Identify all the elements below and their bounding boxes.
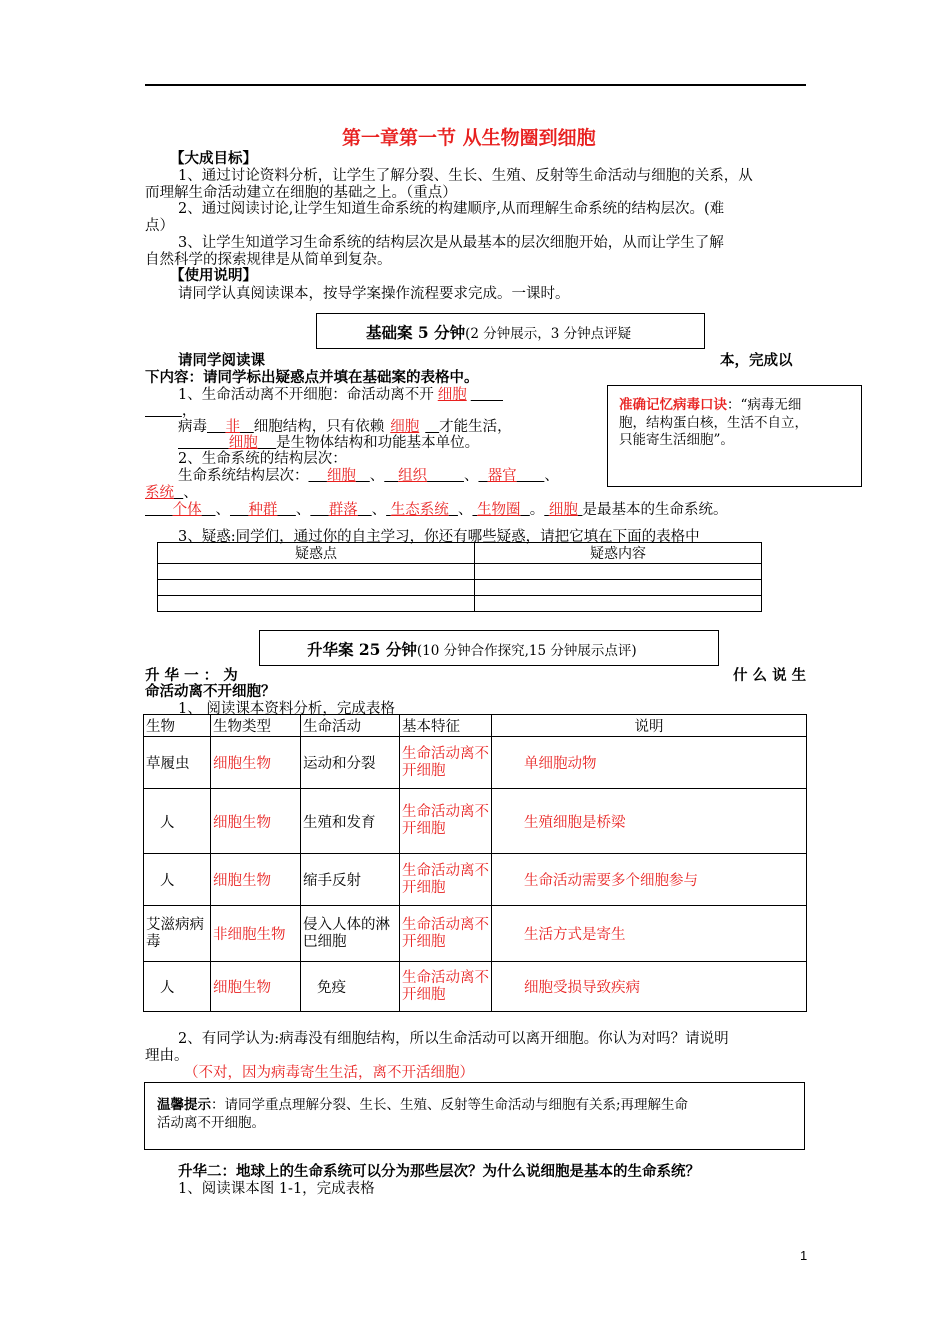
goal-1-line-1: 1、通过讨论资料分析，让学生了解分裂、生长、生殖、反射等生命活动与细胞的关系，从 <box>178 168 753 184</box>
virus-mnemonic-line-1 <box>619 393 801 413</box>
tip-line-1 <box>157 1093 688 1113</box>
cell-feature[interactable]: 生命活动离不开细胞 <box>400 854 492 906</box>
cell-organism: 艾滋病病毒 <box>144 906 211 962</box>
q1-answer-2[interactable]: 非 <box>225 419 240 435</box>
q1-line-1 <box>178 383 503 404</box>
tip-text-1: ：请同学重点理解分裂、生长、生殖、反射等生命活动与细胞有关系;再理解生命 <box>211 1097 689 1113</box>
cell-description[interactable]: 生命活动需要多个细胞参与 <box>492 854 807 906</box>
cell-feature[interactable]: 生命活动离不开细胞 <box>400 962 492 1012</box>
col-header-activity: 生命活动 <box>301 715 400 737</box>
level-answer-basic[interactable]: 细胞 <box>548 502 578 518</box>
cell-description[interactable]: 细胞受损导致疾病 <box>492 962 807 1012</box>
cell-description[interactable]: 单细胞动物 <box>492 737 807 789</box>
tip-line-2: 活动离不开细胞。 <box>157 1115 265 1131</box>
virus-mnemonic-text-1: ：“病毒无细 <box>727 397 802 413</box>
level-blank <box>478 468 487 484</box>
cell-activity: 缩手反射 <box>301 854 400 906</box>
tip-label: 温馨提示 <box>157 1097 211 1113</box>
table-row <box>144 789 807 854</box>
q2-line-3: 系统 、 <box>145 485 198 501</box>
q1-virus-label: 病毒 <box>178 419 207 435</box>
doubt-header-point: 疑惑点 <box>158 543 475 564</box>
cell-organism: 人 <box>144 789 211 854</box>
col-header-organism: 生物 <box>144 715 211 737</box>
page-title: 第一章第一节 从生物圈到细胞 <box>342 127 596 149</box>
level-blank <box>517 468 545 484</box>
q1-blank-continued <box>145 403 182 419</box>
level-blank <box>230 502 248 518</box>
doubt-cell[interactable] <box>475 580 762 596</box>
q2-label: 生命系统结构层次： <box>178 468 309 484</box>
q2-tail: 是最基本的生命系统。 <box>582 502 728 518</box>
level-answer-ecosystem[interactable]: 生态系统 <box>390 502 449 518</box>
q1-mid-text: 细胞结构，只有依赖 <box>253 419 385 435</box>
cell-activity: 免疫 <box>301 962 400 1012</box>
table-row <box>144 854 807 906</box>
level-blank <box>358 502 372 518</box>
goal-3-line-2: 自然科学的探索规律是从简单到复杂。 <box>145 252 392 268</box>
sublimation-1-q2-line-2: 理由。 <box>145 1048 189 1064</box>
goal-2-line-2: 点） <box>145 218 174 234</box>
level-blank <box>277 502 295 518</box>
level-answer-population[interactable]: 种群 <box>248 502 278 518</box>
sublimation-2-q1: 1、阅读课本图 1-1，完成表格 <box>178 1181 375 1197</box>
cell-activity: 侵入人体的淋巴细胞 <box>301 906 400 962</box>
virus-mnemonic-line-2: 胞，结构蛋白核，生活不自立， <box>619 415 808 431</box>
table-row <box>144 906 807 962</box>
q1-blank-tail <box>471 387 503 403</box>
level-blank <box>356 468 370 484</box>
sublimation-1-left: 升 华 一 ： 为 <box>145 667 238 684</box>
level-blank <box>384 468 398 484</box>
sublimation-1-right: 什 么 说 生 <box>733 667 807 684</box>
doubt-header-content: 疑惑内容 <box>475 543 762 564</box>
q1-answer-4[interactable]: 细胞 <box>228 435 258 451</box>
goal-1-line-2: 而理解生命活动建立在细胞的基础之上。（重点） <box>145 185 457 201</box>
basic-section-note: (2 分钟展示，3 分钟点评疑 <box>465 326 632 342</box>
q1-comma: ， <box>181 403 197 419</box>
table-row <box>144 737 807 789</box>
cell-activity: 生殖和发育 <box>301 789 400 854</box>
level-answer-community[interactable]: 群落 <box>328 502 358 518</box>
goal-3-line-1: 3、让学生知道学习生命系统的结构层次是从最基本的层次细胞开始，从而让学生了解 <box>178 235 724 251</box>
level-blank <box>449 502 458 518</box>
usage-text: 请同学认真阅读课本，按导学案操作流程要求完成。一课时。 <box>178 286 570 302</box>
doubt-cell[interactable] <box>475 596 762 612</box>
read-instruction-line-2: 下内容：请同学标出疑惑点并填在基础案的表格中。 <box>145 369 479 386</box>
col-header-feature: 基本特征 <box>400 715 492 737</box>
q1-end-text: 才能生活， <box>439 419 512 435</box>
level-answer-system[interactable]: 系统 <box>145 485 174 501</box>
level-answer-individual[interactable]: 个体 <box>172 502 202 518</box>
q3-text: 3、疑惑:同学们，通过你的自主学习，你还有哪些疑惑，请把它填在下面的表格中 <box>178 529 700 545</box>
level-blank <box>145 502 173 518</box>
life-activity-table <box>143 714 807 1012</box>
cell-type[interactable]: 细胞生物 <box>211 737 301 789</box>
cell-type[interactable]: 细胞生物 <box>211 789 301 854</box>
sublimation-1-q2-answer[interactable]: （不对，因为病毒寄生生活，离不开活细胞） <box>184 1065 474 1081</box>
page-number: 1 <box>800 1248 808 1263</box>
usage-header: 【使用说明】 <box>170 267 257 284</box>
col-header-type: 生物类型 <box>211 715 301 737</box>
doubt-cell[interactable] <box>158 596 475 612</box>
level-blank <box>310 502 328 518</box>
read-instruction-left: 请同学阅读课 <box>178 352 265 369</box>
q2-line-1: 2、生命系统的结构层次： <box>178 451 347 467</box>
cell-feature[interactable]: 生命活动离不开细胞 <box>400 737 492 789</box>
sublimation-1-line-2: 命活动离不开细胞？ <box>145 683 276 700</box>
cell-organism: 草履虫 <box>144 737 211 789</box>
read-instruction-right: 本，完成以 <box>720 352 793 369</box>
cell-description[interactable]: 生殖细胞是桥梁 <box>492 789 807 854</box>
table-row <box>144 962 807 1012</box>
level-blank <box>427 468 464 484</box>
doubt-table <box>157 542 762 612</box>
header-rule <box>145 84 806 86</box>
doubt-cell[interactable] <box>158 580 475 596</box>
goal-2-line-1: 2、通过阅读讨论,让学生知道生命系统的构建顺序,从而理解生命系统的结构层次。(难 <box>178 201 725 217</box>
level-answer-biosphere[interactable]: 生物圈 <box>477 502 521 518</box>
cell-type[interactable]: 非细胞生物 <box>211 906 301 962</box>
advanced-section-heading <box>307 638 637 660</box>
virus-mnemonic-line-3: 只能寄生活细胞”。 <box>619 432 734 448</box>
cell-organism: 人 <box>144 854 211 906</box>
sublimation-1-q2-line-1: 2、有同学认为:病毒没有细胞结构，所以生命活动可以离开细胞。你认为对吗？请说明 <box>178 1031 729 1047</box>
q2-line-2: 生命系统结构层次： 细胞 、 组织 、 器官 、 <box>178 468 559 484</box>
cell-description[interactable]: 生活方式是寄生 <box>492 906 807 962</box>
sublimation-1-q1: 1、 阅读课本资料分析，完成表格 <box>178 701 395 717</box>
level-answer-tissue[interactable]: 组织 <box>398 468 428 484</box>
cell-organism: 人 <box>144 962 211 1012</box>
basic-section-heading <box>366 321 631 343</box>
level-blank <box>202 502 216 518</box>
advanced-section-title: 升华案 25 分钟 <box>307 640 417 659</box>
basic-section-title: 基础案 5 分钟 <box>366 323 466 342</box>
col-header-description: 说明 <box>492 715 807 737</box>
virus-mnemonic-label: 准确记忆病毒口诀 <box>619 397 727 413</box>
level-answer-organ[interactable]: 器官 <box>487 468 517 484</box>
cell-feature[interactable]: 生命活动离不开细胞 <box>400 906 492 962</box>
cell-type[interactable]: 细胞生物 <box>211 854 301 906</box>
q1-answer-1[interactable]: 细胞 <box>437 387 467 403</box>
advanced-section-note: (10 分钟合作探究,15 分钟展示点评) <box>416 643 637 659</box>
level-answer-cell[interactable]: 细胞 <box>326 468 356 484</box>
sublimation-2-title: 升华二：地球上的生命系统可以分为那些层次？为什么说细胞是基本的生命系统？ <box>178 1163 700 1180</box>
cell-activity: 运动和分裂 <box>301 737 400 789</box>
level-blank <box>309 468 327 484</box>
cell-feature[interactable]: 生命活动离不开细胞 <box>400 789 492 854</box>
doubt-cell[interactable] <box>158 564 475 580</box>
q2-line-4: 个体 、 种群 、 群落 、 生态系统 、 生物圈 。 细胞 是最基本的生命系统。 <box>145 498 728 519</box>
q1-unit-text: 是生物体结构和功能基本单位。 <box>276 435 480 451</box>
goals-header: 【大成目标】 <box>170 150 257 167</box>
cell-type[interactable]: 细胞生物 <box>211 962 301 1012</box>
level-blank <box>521 502 530 518</box>
q1-answer-3[interactable]: 细胞 <box>390 419 420 435</box>
q1-text: 1、生命活动离不开细胞：命活动离不开 <box>178 387 434 403</box>
doubt-cell[interactable] <box>475 564 762 580</box>
